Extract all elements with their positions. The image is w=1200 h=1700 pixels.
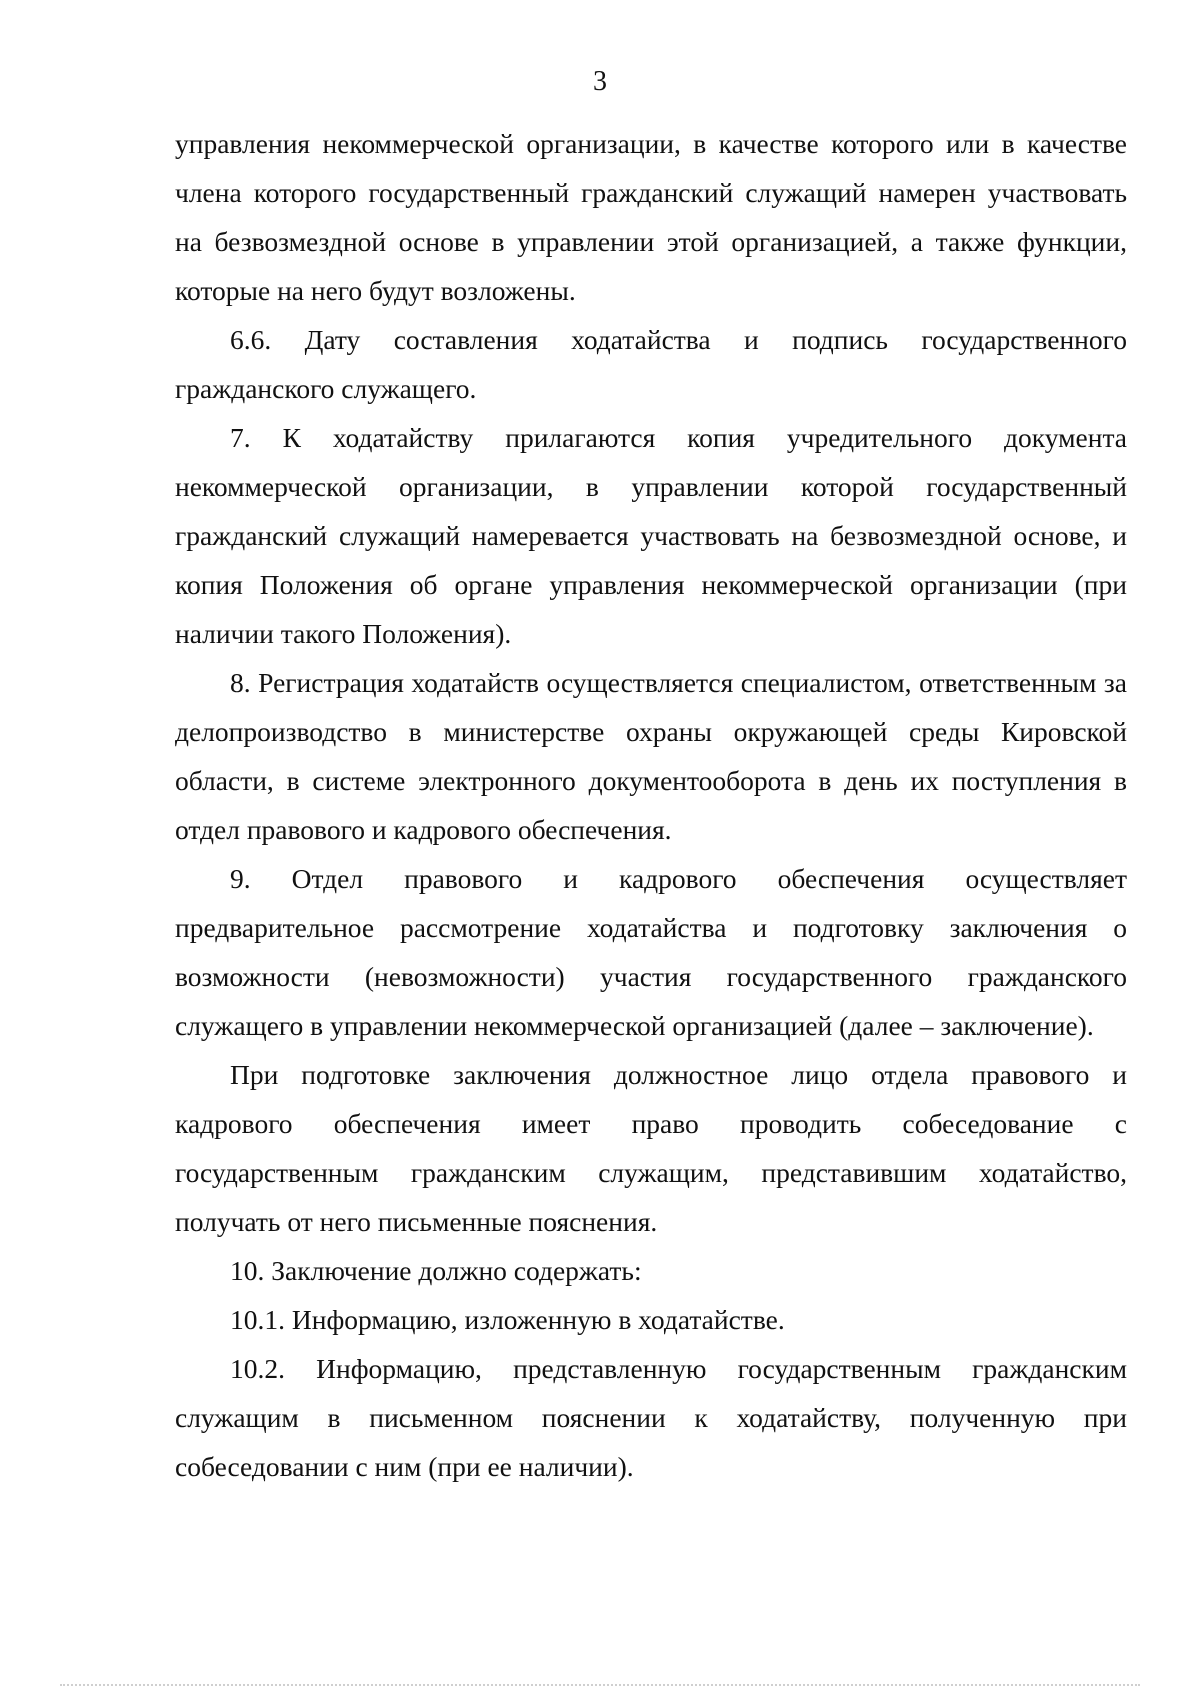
document-body <box>175 119 1127 1491</box>
paragraph-continuation: управления некоммерческой организации, в качестве которого или в качестве члена которого государственный гражданский служащий намерен участвовать на безвозмездной основе в управлении этой организацией, а также функции, которые на него будут возложены. <box>175 128 1127 306</box>
paragraph-6-6: 6.6. Дату составления ходатайства и подпись государственного гражданского служащего. <box>175 324 1127 404</box>
paragraph-8: 8. Регистрация ходатайств осуществляется специалистом, ответственным за делопроизводство в министерстве охраны окружающей среды Кировской области, в системе электронного документооборота в день их поступления в отдел правового и кадрового обеспечения. <box>175 667 1127 845</box>
paragraph-7: 7. К ходатайству прилагаются копия учредительного документа некоммерческой организации, в управлении которой государственный гражданский служащий намеревается участвовать на безвозмездной основе, и копия Положения об органе управления некоммерческой организации (при наличии такого Положения). <box>175 422 1127 649</box>
scan-edge-artifact <box>60 1684 1140 1688</box>
paragraph-10: 10. Заключение должно содержать: <box>230 1255 642 1286</box>
paragraph-10-1: 10.1. Информацию, изложенную в ходатайстве. <box>230 1304 785 1335</box>
paragraph-9: 9. Отдел правового и кадрового обеспечения осуществляет предварительное рассмотрение ходатайства и подготовку заключения о возможности (невозможности) участия государственного гражданского служащего в управлении некоммерческой организацией (далее – заключение). <box>175 863 1127 1041</box>
paragraph-9-second: При подготовке заключения должностное лицо отдела правового и кадрового обеспечения имеет право проводить собеседование с государственным гражданским служащим, представившим ходатайство, получать от него письменные пояснения. <box>175 1059 1127 1237</box>
paragraph-10-2: 10.2. Информацию, представленную государственным гражданским служащим в письменном пояснении к ходатайству, полученную при собеседовании с ним (при ее наличии). <box>175 1353 1127 1482</box>
page-number: 3 <box>593 66 607 97</box>
